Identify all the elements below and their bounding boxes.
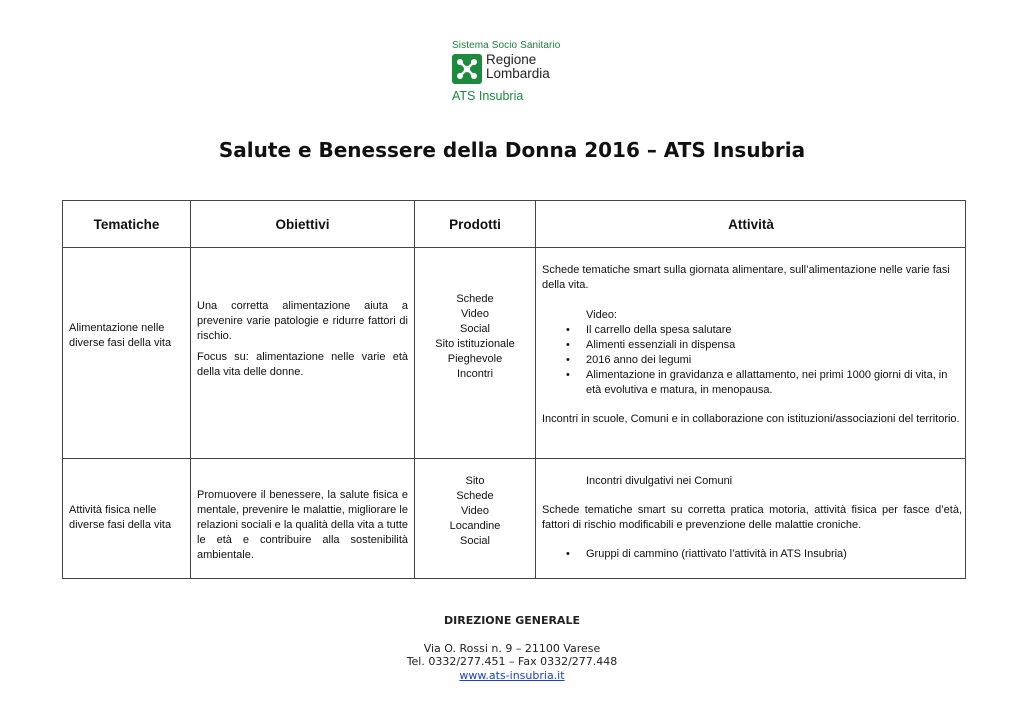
list-item: Social xyxy=(460,535,490,547)
row1-prodotti xyxy=(415,292,535,382)
header-tematiche: Tematiche xyxy=(93,216,160,232)
ats-name: ATS Insubria xyxy=(452,89,524,103)
footer-website-link[interactable]: www.ats-insubria.it xyxy=(459,669,565,682)
page-title: Salute e Benessere della Donna 2016 – ATS Insubria xyxy=(218,138,806,162)
list-item: Social xyxy=(460,323,490,335)
footer-address: Via O. Rossi n. 9 – 21100 Varese xyxy=(423,642,601,655)
lombardy-rose-icon xyxy=(452,54,482,84)
list-item: Locandine xyxy=(449,520,501,532)
row2-attivita: Incontri divulgativi nei Comuni Schede tematiche smart su corretta pratica motoria, attività fisica per fasce d’età, fattori di rischio modificabili e prevenzione delle malattie croniche. • Gruppi di cammino (riattivato l’attività in ATS Insubria) xyxy=(542,474,962,562)
header-obiettivi: Obiettivi xyxy=(275,216,330,232)
region-name: Regione Lombardia xyxy=(486,52,550,81)
row2-obiettivi: Promuovere il benessere, la salute fisica e mentale, prevenire le malattie, migliorare le relazioni sociali e la qualità della vita a tutte le età e contribuire alla sostenibilità ambientale. xyxy=(197,489,408,561)
list-item: • Il carrello della spesa salutare xyxy=(542,323,962,338)
list-item: • Alimenti essenziali in dispensa xyxy=(542,338,962,353)
list-item: Video xyxy=(461,505,489,517)
row1-attivita: Schede tematiche smart sulla giornata alimentare, sull’alimentazione nelle varie fasi della vita. Video: • Il carrello della spesa salutare • Alimenti essenziali in dispensa • 2016 anno dei legumi • Alimentazione in gravidanza e allattamento, nei primi 1000 giorni di vita, in età evolutiva e matura, in menopausa. Incontri in scuole, Comuni e in collaborazione con istituzioni/associazioni del territorio. xyxy=(542,263,962,427)
table-divider xyxy=(63,458,965,459)
list-item: Incontri xyxy=(456,368,494,380)
footer-direction: DIREZIONE GENERALE xyxy=(444,614,580,627)
list-item: Schede xyxy=(456,490,494,502)
list-item: • Gruppi di cammino (riattivato l’attività in ATS Insubria) xyxy=(542,547,962,562)
footer-phone: Tel. 0332/277.451 – Fax 0332/277.448 xyxy=(406,655,618,668)
table-divider xyxy=(535,201,536,578)
table-divider xyxy=(63,247,965,248)
list-item: • Alimentazione in gravidanza e allattamento, nei primi 1000 giorni di vita, in età evolutiva e matura, in menopausa. xyxy=(542,368,962,398)
list-item: • 2016 anno dei legumi xyxy=(542,353,962,368)
activities-table xyxy=(62,200,966,579)
list-item: Sito istituzionale xyxy=(435,338,515,350)
list-item: Video xyxy=(461,308,489,320)
header-attivita: Attività xyxy=(728,216,774,232)
list-item: Schede xyxy=(456,293,494,305)
row2-prodotti xyxy=(415,474,535,549)
row2-tematica: Attività fisica nelle diverse fasi della vita xyxy=(69,504,172,531)
row1-tematica: Alimentazione nelle diverse fasi della vita xyxy=(69,322,172,349)
row1-obiettivi: Una corretta alimentazione aiuta a prevenire varie patologie e ridurre fattori di rischio. Focus su: alimentazione nelle varie età della vita delle donne. xyxy=(197,300,408,378)
table-divider xyxy=(190,201,191,578)
system-label: Sistema Socio Sanitario xyxy=(452,40,561,51)
list-item: Sito xyxy=(465,475,485,487)
header-prodotti: Prodotti xyxy=(449,216,501,232)
regione-lombardia-logo xyxy=(452,40,572,106)
list-item: Pieghevole xyxy=(447,353,503,365)
